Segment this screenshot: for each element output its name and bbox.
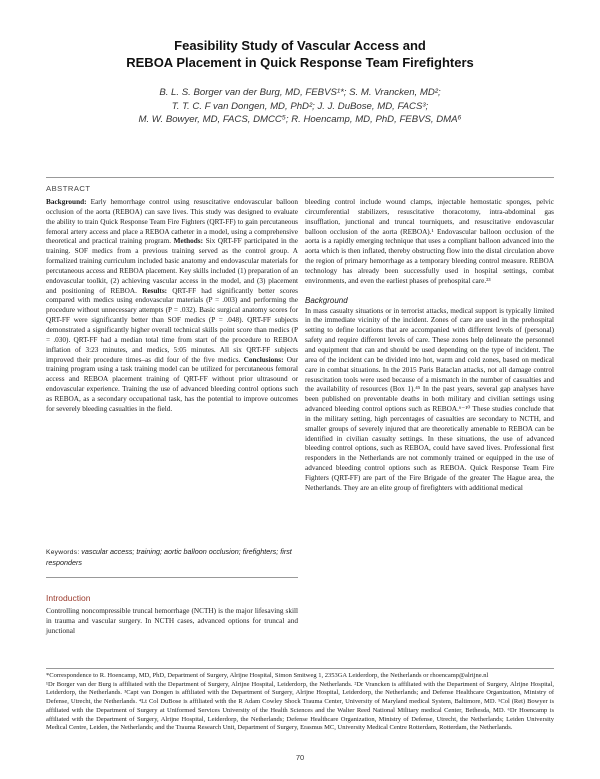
keywords-text: vascular access; training; aortic balloon occlusion; firefighters; first responders <box>46 547 292 567</box>
keywords <box>46 547 298 569</box>
divider-footnotes <box>46 668 554 669</box>
right-top-paragraph: bleeding control include wound clamps, injectable hemostatic sponges, pelvic circumferential stabilizers, resuscitative thoracotomy, intra-abdominal gas insufflation, junctional and truncal tourniquets, and resuscitative endovascular balloon occlusion of the aorta (REBOA).¹ Endovascular balloon occlusion of the aorta is a rapidly emerging technique that uses a compliant balloon advanced into the aorta which is then inflated, thereby obstructing flow into the distal circulation above the region of primary hemorrhage as a temporary bleeding control measure. REBOA technology has already been successfully used in hospital settings, combat environments, and even the earliest phases of prehospital care.²³ <box>305 198 554 285</box>
abstract-methods-text: Six QRT-FF participated in the training. SOF medics from a previous training served as the control group. A formalized training curriculum included basic anatomy and endovascular materials for percutaneous access and REBOA placement. Key skills included (1) preparation of an endovascular toolkit, (2) achieving vascular access in the model, and (3) placement and positioning of REBOA. <box>46 237 298 295</box>
introduction-paragraph: Controlling noncompressible truncal hemorrhage (NCTH) is the major lifesaving skill in trauma and vascular surgery. In NCTH cases, advanced options for truncal and junctional <box>46 607 298 635</box>
abstract-methods-label: Methods: <box>173 237 204 246</box>
divider-abstract-end <box>46 577 298 578</box>
abstract-conclusions-text: Our training program using a task training model can be utilized for percutaneous femoral access and REBOA placement training of QRT-FF without prior ultrasound or endovascular experience. Training the use of advanced bleeding control options such as REBOA, as a secondary occupational task, has the potential to improve outcomes for severely bleeding casualties in the field. <box>46 355 298 413</box>
page-number: 70 <box>295 753 305 762</box>
keywords-label: Keywords: <box>46 549 80 556</box>
author-line: B. L. S. Borger van der Burg, MD, FEBVS¹*; S. M. Vrancken, MD²; <box>159 87 441 98</box>
divider-top <box>46 177 554 178</box>
abstract-background-label: Background: <box>46 198 87 206</box>
footnote-correspondence: *Correspondence to R. Hoencamp, MD, PhD, Department of Surgery, Alrijne Hospital, Simon Smitweg 1, 2353GA Leiderdorp, the Netherlands or rhoencamp@alrijne.nl <box>46 672 489 679</box>
abstract-body <box>46 198 298 415</box>
author-line: T. T. C. F van Dongen, MD, PhD²; J. J. DuBose, MD, FACS³; <box>171 100 429 112</box>
abstract-results-label: Results: <box>142 286 168 295</box>
article-title <box>0 37 600 71</box>
title-line-2: REBOA Placement in Quick Response Team Firefighters <box>126 55 474 70</box>
introduction-text <box>46 607 298 637</box>
background-heading: Background <box>305 295 348 305</box>
abstract-conclusions-label: Conclusions: <box>243 355 284 364</box>
footnotes <box>46 672 554 733</box>
footnote-affiliations: ¹Dr Borger van der Burg is affiliated with the Department of Surgery, Alrijne Hospital, Leiderdorp, the Netherlands. ²Dr Vrancken is affiliated with the Department of Surgery, Alrijne Hospital, Leiderdorp, the Netherlands. ³Capt van Dongen is affiliated with the Department of Surgery, Alrijne Hospital, Leiderdorp, the Netherlands; and Defense Healthcare Organization, Ministry of Defense, Utrecht, the Netherlands. ⁴Lt Col DuBose is affiliated with the R Adam Cowley Shock Trauma Center, University of Maryland medical System, Baltimore, MD. ⁵Col (Ret) Bowyer is affiliated with the Department of Surgery at Uniformed Services University of the Health Sciences and the Walter Reed National Military medical Center, Bethesda, MD. ⁶Dr Hoencamp is affiliated with the Department of Surgery, Alrijne Hospital, Leiderdorp, the Netherlands; Defense Healthcare Organization, Ministry of Defense, Utrecht, the Netherlands; Leiden University Medical Centre, Leiden, the Netherlands; and the Trauma Research Unit, Department of Surgery, Erasmus MC, University Medical Centre Rotterdam, Rotterdam, the Netherlands. <box>46 680 554 732</box>
author-list <box>40 86 560 127</box>
title-line-1: Feasibility Study of Vascular Access and <box>174 38 426 53</box>
author-line: M. W. Bowyer, MD, FACS, DMCC⁵; R. Hoencamp, MD, PhD, FEBVS, DMA⁶ <box>138 114 462 125</box>
abstract-heading: ABSTRACT <box>46 184 91 193</box>
abstract-background-text: Early hemorrhage control using resuscitative endovascular balloon occlusion of the aorta (REBOA) can save lives. This study was designed to evaluate the ability to train Quick Response Team Fire Fighters (QRT-FF) to gain percutaneous femoral artery access and place a REBOA catheter in a model, using a comprehensive theoretical and practical training program. <box>46 198 298 246</box>
introduction-heading: Introduction <box>46 593 91 603</box>
background-paragraph: In mass casualty situations or in terrorist attacks, medical support is typically limited in the immediate vicinity of the incident. Zones of care are used in the prehospital setting to define locations that are accompanied with different levels of (personal) safety and require different levels of care. These zones help delineate the personnel and equipment that can and should be used depending on the type of incident. The area of the incident can be divided into hot, warm and cold zones, based on medical care in combat situations. In the 2015 Paris Bataclan attacks, not all damage control resuscitation tools were used because of a mismatch in the number of casualties and the availability of resources (Box 1).⁴⁵ In the past years, several gap analyses have been published on preventable deaths in both military and civilian settings using advanced bleeding control options such as REBOA.⁶⁻¹⁰ These studies conclude that in the military setting, high percentages of casualties are secondary to NCTH, and smaller groups of severely injured that are theoretically amenable to REBOA can be identified in civilian casualty settings. In these situations, the use of advanced bleeding control options, such as REBOA, could have saved lives. Professional first responders in the Netherlands are not commonly trained or equipped in the use of advanced bleeding control options such as REBOA. Quick Response Team Fire Fighters (QRT-FF) are part of the Fire Brigade of the greater The Hague area, the Netherlands. They are an elite group of firefighters with additional medical <box>305 306 554 492</box>
right-column <box>305 198 554 494</box>
abstract-results-text: QRT-FF had significantly better scores compared with medics using endovascular materials (P = .003) and performing the procedure without unnecessary attempts (P = .032). Basic surgical anatomy scores for QRT-FF were significantly better than SOF medics (P = .048). QRT-FF subjects demonstrated a significantly higher overall technical skills point score than medics (P = .030). QRT-FF had a median total time from start of the procedure to REBOA inflation of 3:23 minutes, and medics, 5:05 minutes. All six QRT-FF subjects improved their procedure times–as did four of the five medics. <box>46 286 298 364</box>
